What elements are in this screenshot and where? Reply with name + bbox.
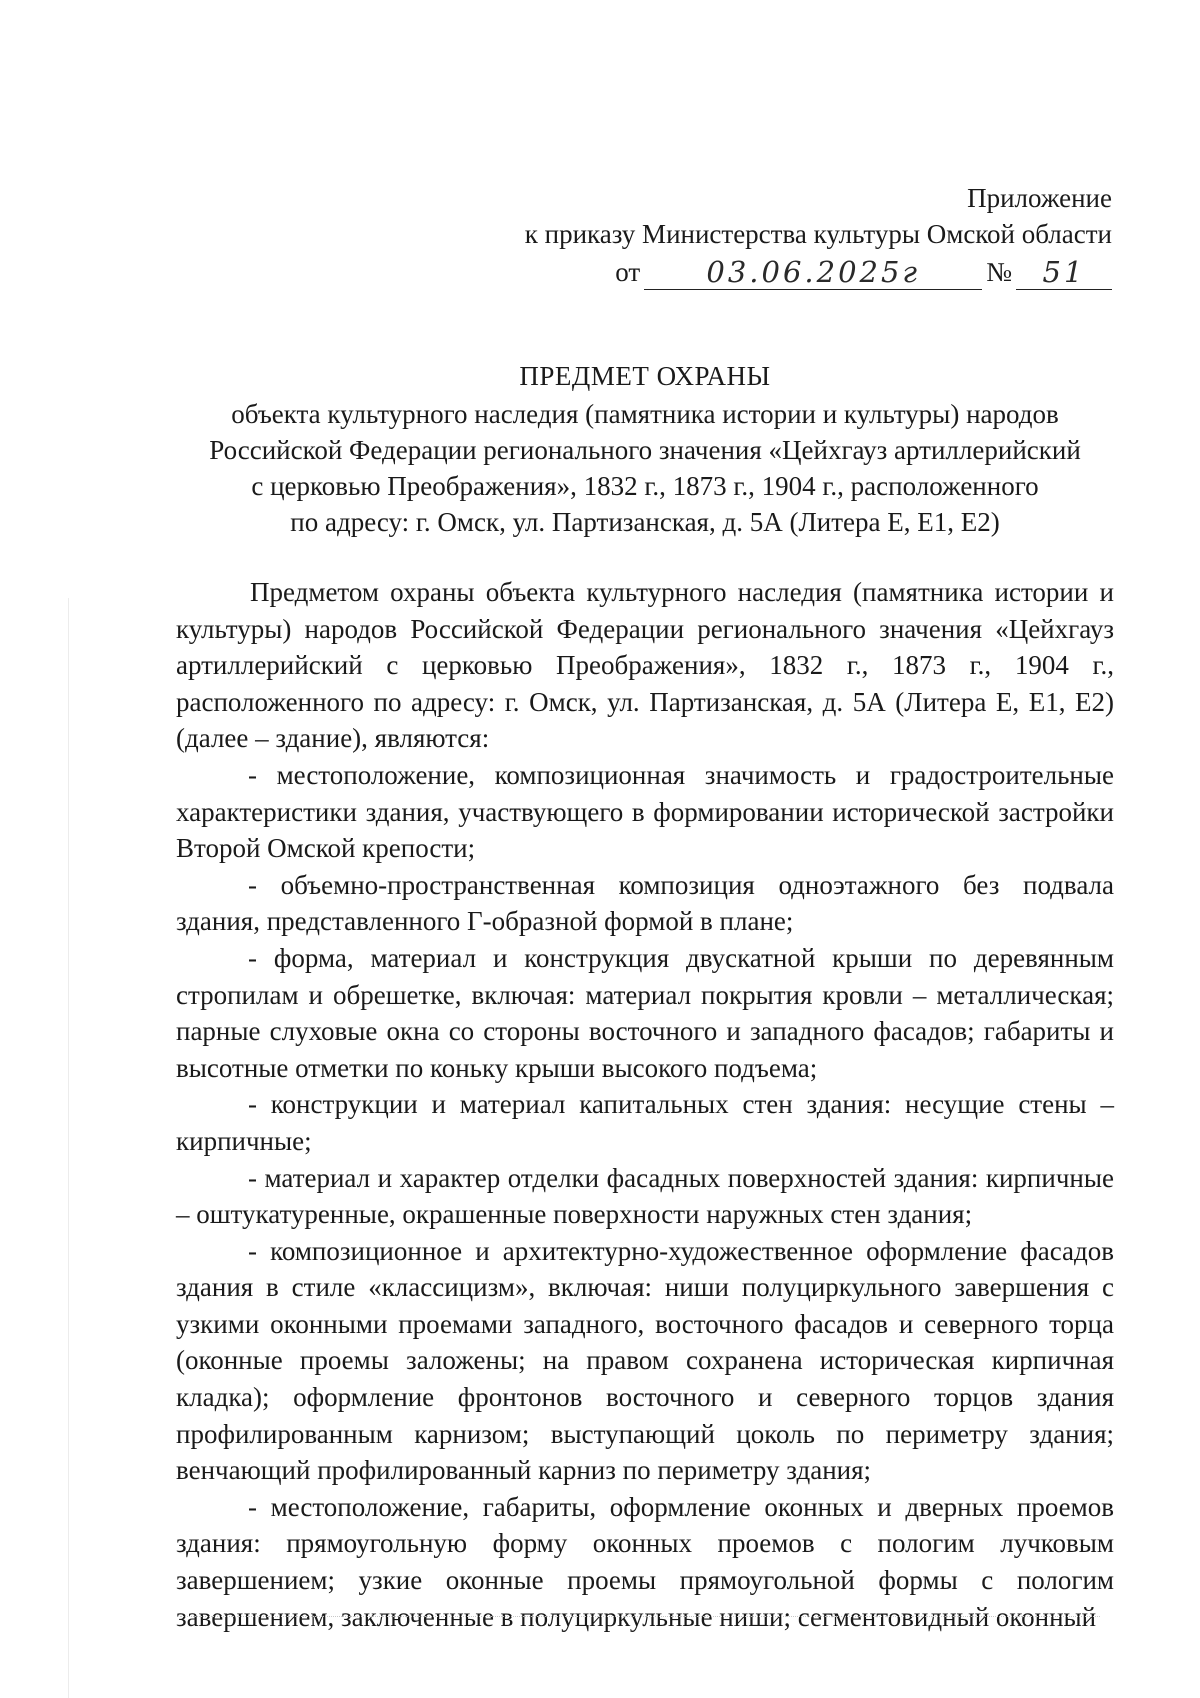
body-paragraph-item: - объемно-пространственная композиция одноэтажного без подвала здания, представленного Г-образной формой в плане; [176,869,1114,937]
body-paragraph-item: - композиционное и архитектурно-художественное оформление фасадов здания в стиле «классицизм», включая: ниши полуциркульного завершения с узкими оконными проемами западного, восточного фасадов и северного торца (оконные проемы заложены; на правом сохранена историческая кирпичная кладка); оформление фронтонов восточного и северного торцов здания профилированным карнизом; выступающий цоколь по периметру здания; венчающий профилированный карниз по периметру здания; [176,1235,1114,1486]
title-line: объекта культурного наследия (памятника истории и культуры) народов [231,399,1059,429]
title-line: Российской Федерации регионального значения «Цейхгауз артиллерийский [209,435,1081,465]
body-paragraph-item: - конструкции и материал капитальных стен здания: несущие стены – кирпичные; [176,1089,1114,1156]
appendix-title: Приложение [967,183,1112,213]
title-line: с церковью Преображения», 1832 г., 1873 г., 1904 г., расположенного [251,471,1039,501]
from-label: от [615,257,641,287]
scan-bottom-dots [180,1616,1100,1621]
number-label: № [986,257,1012,287]
body-paragraph-item: - местоположение, композиционная значимость и градостроительные характеристики здания, участвующего в формировании исторической застройки Второй Омской крепости; [176,759,1114,864]
body-paragraph-item: - местоположение, габариты, оформление оконных и дверных проемов здания: прямоугольную форму оконных проемов с пологим лучковым завершением; узкие оконные проемы прямоугольной формы с пологим завершением, заключенные в полуциркульные ниши; сегментовидный оконный [176,1491,1114,1632]
document-body [176,574,1114,1635]
handwritten-number: 51 [1016,255,1112,290]
handwritten-date: 03.06.2025г [644,255,982,290]
appendix-order-ref: к приказу Министерства культуры Омской области [524,219,1112,249]
document-title-block [150,358,1140,540]
body-paragraph-intro: Предметом охраны объекта культурного наследия (памятника истории и культуры) народов Российской Федерации регионального значения «Цейхгауз артиллерийский с церковью Преображения», 1832 г., 1873 г., 1904 г., расположенного по адресу: г. Омск, ул. Партизанская, д. 5А (Литера Е, Е1, Е2) (далее – здание), являются: [176,577,1114,754]
body-paragraph-item: - форма, материал и конструкция двускатной крыши по деревянным стропилам и обрешетке, включая: материал покрытия кровли – металлическая; парные слуховые окна со стороны восточного и западного фасадов; габариты и высотные отметки по коньку крыши высокого подъема; [176,942,1114,1083]
appendix-header [472,180,1112,290]
body-paragraph-item: - материал и характер отделки фасадных поверхностей здания: кирпичные – оштукатуренные, окрашенные поверхности наружных стен здания; [176,1162,1114,1230]
scan-margin-mark [68,598,69,1698]
title-line: по адресу: г. Омск, ул. Партизанская, д. 5А (Литера Е, Е1, Е2) [290,507,1000,537]
document-heading: ПРЕДМЕТ ОХРАНЫ [519,361,771,391]
appendix-date-number-row [472,254,1112,290]
